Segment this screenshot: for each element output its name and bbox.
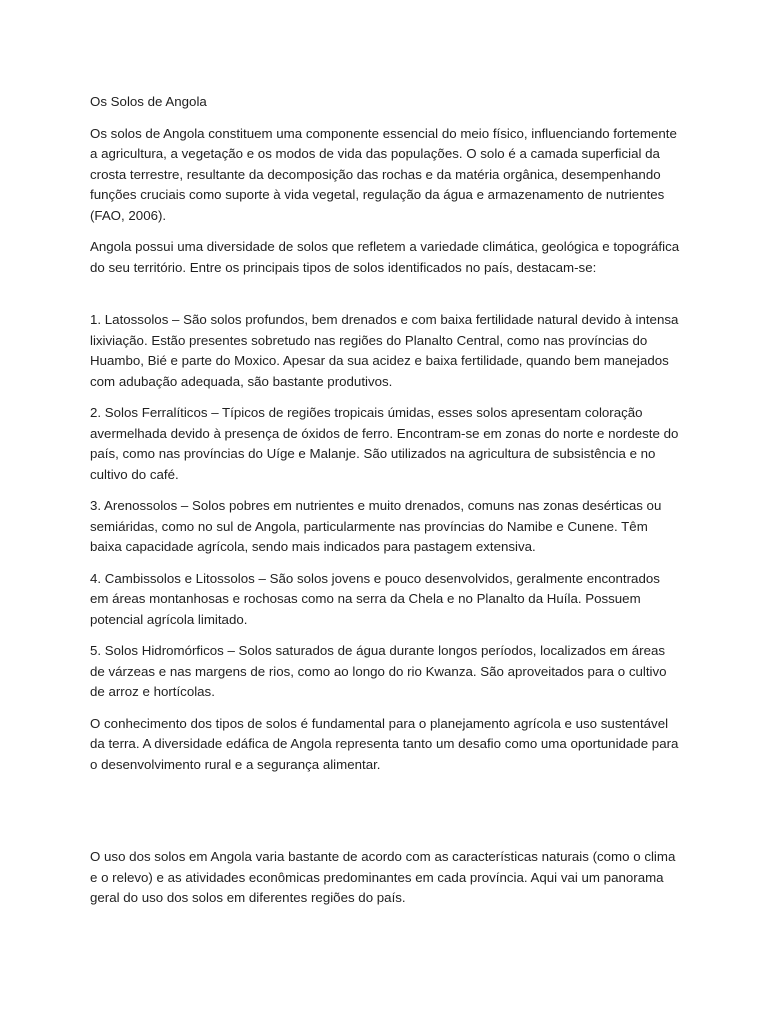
soil-type-arenossolos: 3. Arenossolos – Solos pobres em nutrientes e muito drenados, comuns nas zonas desérticas ou semiáridas, como no sul de Angola, particularmente nas províncias do Namibe e Cunene. Têm baixa capacidade agrícola, sendo mais indicados para pastagem extensiva. — [90, 498, 662, 554]
soil-type-cambissolos-litossolos: 4. Cambissolos e Litossolos – São solos jovens e pouco desenvolvidos, geralmente encontrados em áreas montanhosas e rochosas como na serra da Chela e no Planalto da Huíla. Possuem potencial agrícola limitado. — [90, 570, 660, 627]
intro-paragraph-2: Angola possui uma diversidade de solos que refletem a variedade climática, geológica e topográfica do seu território. Entre os principais tipos de solos identificados no país, destacam-se: — [90, 239, 680, 275]
soil-type-hidromorficos: 5. Solos Hidromórficos – Solos saturados de água durante longos períodos, localizados em áreas de várzeas e nas margens de rios, como ao longo do rio Kwanza. São aproveitados para o cultivo de arroz e hortícolas. — [90, 643, 667, 699]
intro-paragraph-1: Os solos de Angola constituem uma componente essencial do meio físico, influenciando fortemente a agricultura, a vegetação e os modos de vida das populações. O solo é a camada superficial da crosta terrestre, resultante da decomposição das rochas e da matéria orgânica, desempenhando funções cruciais como suporte à vida vegetal, regulação da água e armazenamento de nutrientes (FAO, 2006). — [90, 125, 677, 223]
blank-lines — [90, 786, 680, 847]
blank-line — [90, 289, 680, 310]
soil-type-ferraliticos: 2. Solos Ferralíticos – Típicos de regiões tropicais úmidas, esses solos apresentam coloração avermelhada devido à presença de óxidos de ferro. Encontram-se em zonas do norte e nordeste do país, como nas províncias do Uíge e Malanje. São utilizados na agricultura de subsistência e no cultivo do café. — [90, 405, 679, 482]
land-use-intro-paragraph: O uso dos solos em Angola varia bastante de acordo com as características naturais (como o clima e o relevo) e as atividades econômicas predominantes em cada província. Aqui vai um panorama geral do uso dos solos em diferentes regiões do país. — [90, 849, 676, 905]
conclusion-paragraph: O conhecimento dos tipos de solos é fundamental para o planejamento agrícola e uso sustentável da terra. A diversidade edáfica de Angola representa tanto um desafio como uma oportunidade para o desenvolvimento rural e a segurança alimentar. — [90, 715, 679, 772]
soil-type-latossolos: 1. Latossolos – São solos profundos, bem drenados e com baixa fertilidade natural devido à intensa lixiviação. Estão presentes sobretudo nas regiões do Planalto Central, como nas províncias do Huambo, Bié e parte do Moxico. Apesar da sua acidez e baixa fertilidade, quando bem manejados com adubação adequada, são bastante produtivos. — [90, 312, 679, 389]
document-body — [90, 92, 680, 920]
document-title: Os Solos de Angola — [90, 94, 207, 109]
